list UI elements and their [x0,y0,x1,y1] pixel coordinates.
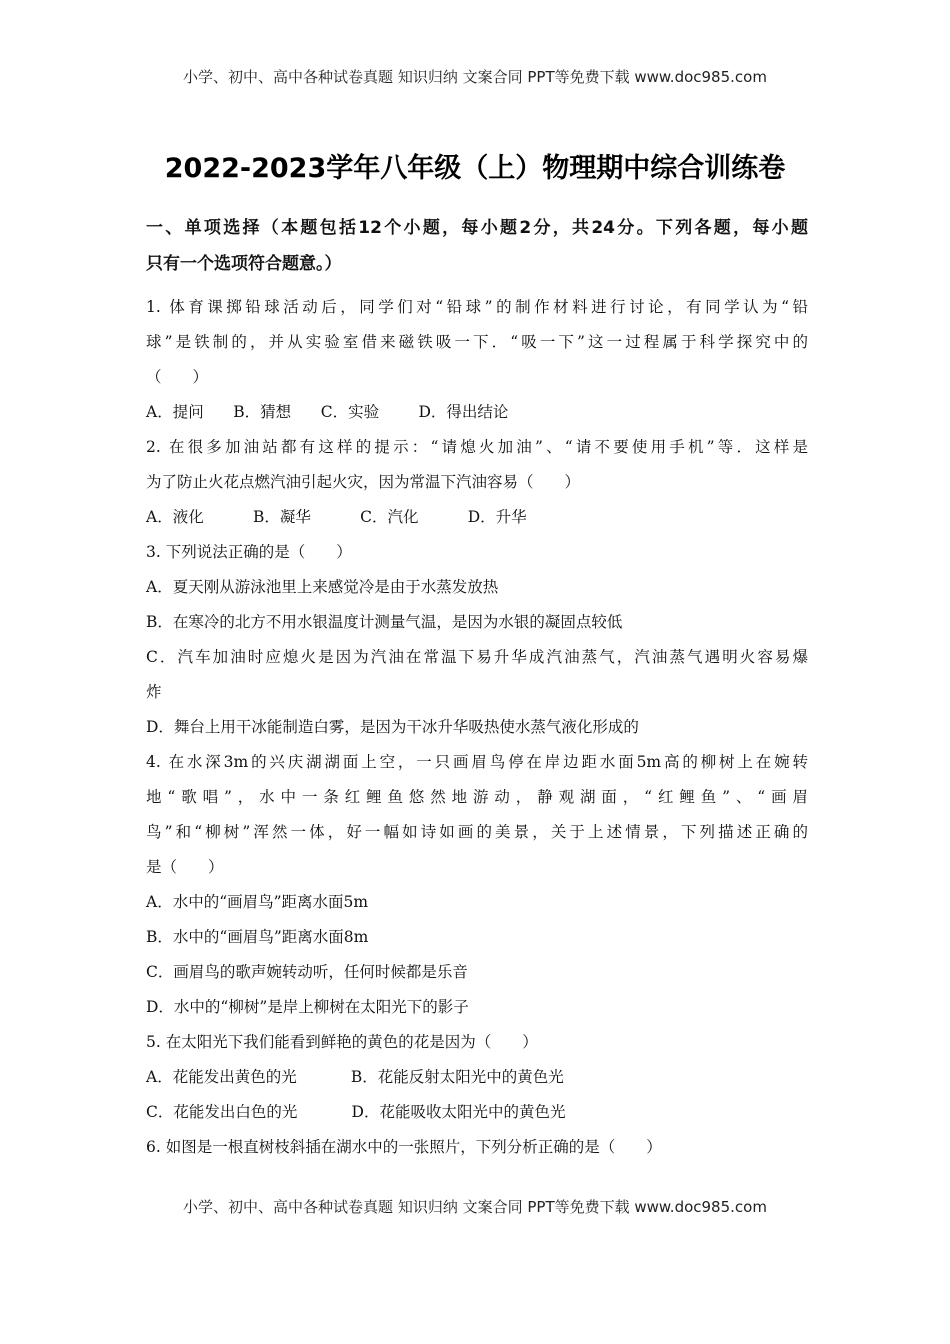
option-b: B．水中的“画眉鸟”距离水面8m [146,928,369,946]
question-text: 地“歌唱”，水中一条红鲤鱼悠然地游动，静观湖面，“红鲤鱼”、“画眉 [146,788,808,806]
question-text: （ ） [146,368,209,386]
question-options: A．花能发出黄色的光 B．花能反射太阳光中的黄色光 [146,1068,564,1086]
exam-content [146,210,808,1165]
question-6 [146,1130,808,1165]
question-5 [146,1025,808,1130]
question-text: 4. 在水深3m的兴庆湖湖面上空，一只画眉鸟停在岸边距水面5m高的柳树上在婉转 [146,753,808,771]
section-heading-line: 一、单项选择（本题包括12个小题，每小题2分，共24分。下列各题，每小题 [146,218,808,238]
option-b: B．在寒冷的北方不用水银温度计测量气温，是因为水银的凝固点较低 [146,613,623,631]
question-text: 为了防止火花点燃汽油引起火灾，因为常温下汽油容易（ ） [146,473,581,491]
option-d: D．水中的“柳树”是岸上柳树在太阳光下的影子 [146,998,469,1016]
question-options: A．液化 B．凝华 C．汽化 D．升华 [146,508,527,526]
question-text: 球”是铁制的，并从实验室借来磁铁吸一下．“吸一下”这一过程属于科学探究中的 [146,333,808,351]
question-text: 1. 体育课掷铅球活动后，同学们对“铅球”的制作材料进行讨论，有同学认为“铅 [146,298,808,316]
question-text: 3. 下列说法正确的是（ ） [146,543,352,561]
question-4 [146,745,808,1025]
option-c: C．汽车加油时应熄火是因为汽油在常温下易升华成汽油蒸气，汽油蒸气遇明火容易爆 [146,648,808,666]
question-options: A．提问 B．猜想 C．实验 D．得出结论 [146,403,509,421]
option-c: C．画眉鸟的歌声婉转动听，任何时候都是乐音 [146,963,468,981]
question-options: C．花能发出白色的光 D．花能吸收太阳光中的黄色光 [146,1103,566,1121]
question-text: 5. 在太阳光下我们能看到鲜艳的黄色的花是因为（ ） [146,1033,538,1051]
option-d: D．舞台上用干冰能制造白雾，是因为干冰升华吸热使水蒸气液化形成的 [146,718,639,736]
question-3 [146,535,808,745]
question-1 [146,290,808,430]
page-footer: 小学、初中、高中各种试卷真题 知识归纳 文案合同 PPT等免费下载 www.doc985.com [183,1198,767,1216]
question-2 [146,430,808,535]
option-c-continued: 炸 [146,683,162,701]
question-text: 6. 如图是一根直树枝斜插在湖水中的一张照片，下列分析正确的是（ ） [146,1138,662,1156]
section-heading [146,210,808,282]
page-header: 小学、初中、高中各种试卷真题 知识归纳 文案合同 PPT等免费下载 www.doc985.com [183,68,767,86]
question-text: 是（ ） [146,858,224,876]
option-a: A．夏天刚从游泳池里上来感觉冷是由于水蒸发放热 [146,578,499,596]
question-text: 鸟”和“柳树”浑然一体，好一幅如诗如画的美景，关于上述情景，下列描述正确的 [146,823,808,841]
option-a: A．水中的“画眉鸟”距离水面5m [146,893,369,911]
page-title: 2022-2023学年八年级（上）物理期中综合训练卷 [164,153,786,184]
section-heading-line: 只有一个选项符合题意。） [146,254,342,274]
question-text: 2. 在很多加油站都有这样的提示：“请熄火加油”、“请不要使用手机”等．这样是 [146,438,808,456]
